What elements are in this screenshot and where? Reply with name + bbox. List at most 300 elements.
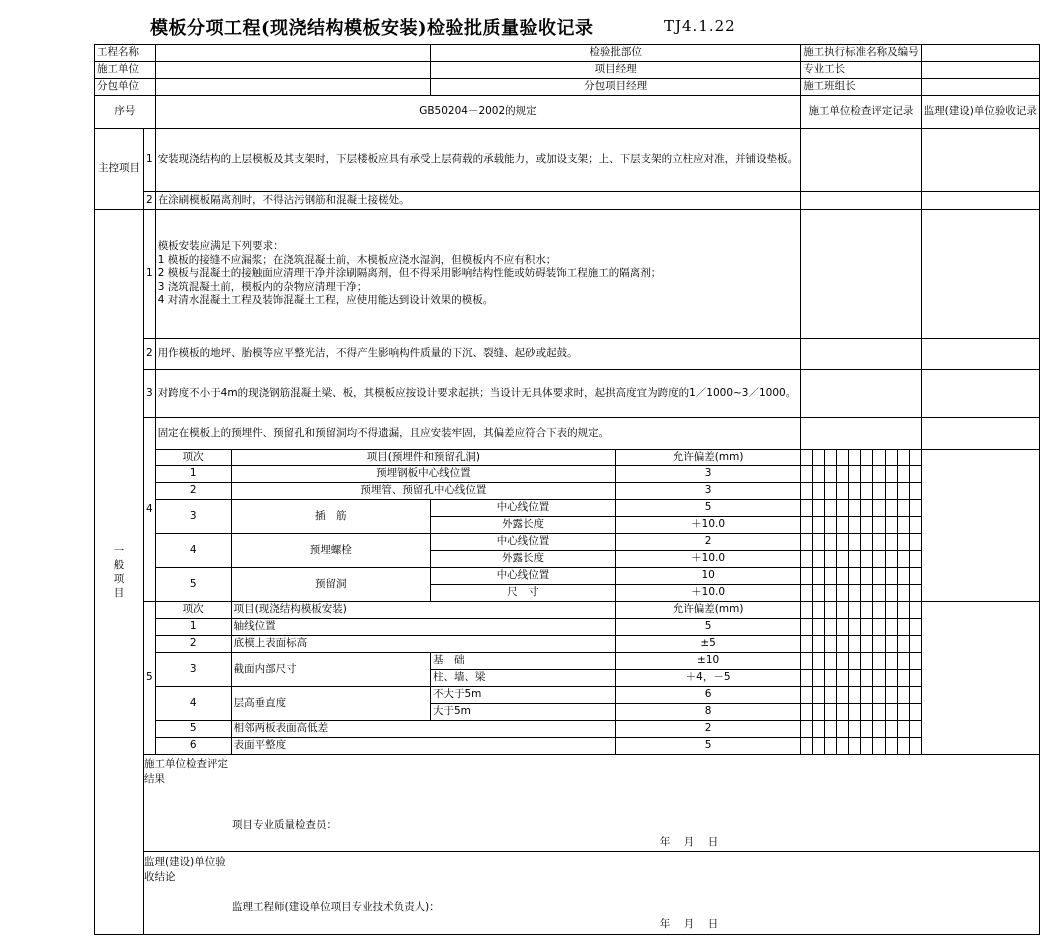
check-grid-cell[interactable] [909,466,921,483]
check-grid-cell[interactable] [897,500,909,517]
form-row [95,466,1040,483]
check-grid-cell[interactable] [813,636,825,653]
sub-seq: 2 [155,636,231,653]
check-grid-cell[interactable] [849,636,861,653]
check-grid-cell[interactable] [873,602,885,619]
tolerance-value: ±5 [616,636,801,653]
check-grid-cell[interactable] [837,466,849,483]
check-grid-cell[interactable] [909,738,921,755]
check-grid-cell[interactable] [873,687,885,704]
check-grid-cell[interactable] [897,704,909,721]
sub-seq: 4 [155,687,231,721]
supervision-record[interactable] [921,129,1039,192]
check-grid-cell[interactable] [813,483,825,500]
check-grid-cell[interactable] [801,670,813,687]
check-grid-cell[interactable] [825,704,837,721]
year-label: 年 [659,918,671,930]
check-grid-cell[interactable] [813,466,825,483]
foreman-value[interactable] [921,62,1039,79]
t5-head-item: 项目(现浇结构模板安装) [231,602,615,619]
main-item-1-text: 安装现浇结构的上层模板及其支架时，下层楼板应具有承受上层荷载的承载能力，或加设支架；上、下层支架的立柱应对准，并铺设垫板。 [155,129,801,192]
label-standard: 施工执行标准名称及编号 [801,45,922,62]
check-grid-cell[interactable] [837,619,849,636]
general-label-char: 一 [113,544,125,557]
check-grid-cell[interactable] [885,517,897,534]
label-foreman: 专业工长 [801,62,922,79]
tolerance-value: 6 [616,687,801,704]
check-grid-cell[interactable] [909,653,921,670]
check-grid-cell[interactable] [885,585,897,602]
check-grid-cell[interactable] [801,585,813,602]
check-grid-cell[interactable] [837,636,849,653]
check-grid-cell[interactable] [837,517,849,534]
requirement-line: 4 对清水混凝土工程及装饰混凝土工程，应使用能达到设计效果的模板。 [157,294,494,307]
check-grid-cell[interactable] [909,585,921,602]
check-grid-cell[interactable] [873,534,885,551]
check-grid-cell[interactable] [813,551,825,568]
check-record[interactable] [801,210,922,339]
check-grid-cell[interactable] [909,517,921,534]
check-grid-cell[interactable] [897,534,909,551]
check-grid-cell[interactable] [897,466,909,483]
form-title: 模板分项工程(现浇结构模板安装)检验批质量验收记录 [150,18,594,39]
check-grid-cell[interactable] [837,704,849,721]
check-grid-cell[interactable] [837,450,849,466]
item-number: 2 [144,339,156,370]
check-grid-cell[interactable] [837,585,849,602]
label-subcontract-manager: 分包项目经理 [430,79,800,96]
check-grid-cell[interactable] [885,534,897,551]
sub-subitem: 中心线位置 [430,500,615,517]
check-grid-cell[interactable] [897,619,909,636]
check-grid-cell[interactable] [801,738,813,755]
check-grid-cell[interactable] [825,619,837,636]
sub-seq: 2 [155,483,231,500]
check-record[interactable] [801,339,922,370]
check-grid-cell[interactable] [861,551,873,568]
sub-seq: 4 [155,534,231,568]
sub-subitem: 外露长度 [430,551,615,568]
check-grid-cell[interactable] [825,721,837,738]
check-grid-cell[interactable] [909,568,921,585]
form-row [95,339,1040,370]
supervision-conclusion-label: 监理(建设)单位验收结论 [144,856,226,883]
check-grid-cell[interactable] [825,500,837,517]
check-grid-cell[interactable] [873,517,885,534]
check-grid-cell[interactable] [861,585,873,602]
form-row [95,721,1040,738]
check-grid-cell[interactable] [909,602,921,619]
form-row [95,636,1040,653]
check-grid-cell[interactable] [849,500,861,517]
check-grid-cell[interactable] [873,670,885,687]
check-grid-cell[interactable] [813,670,825,687]
check-grid-cell[interactable] [861,704,873,721]
check-result-section [144,755,1040,852]
form-row [95,62,1040,79]
check-grid-cell[interactable] [885,466,897,483]
check-grid-cell[interactable] [825,738,837,755]
check-grid-cell[interactable] [885,483,897,500]
supervision-record[interactable] [921,370,1039,418]
check-grid-cell[interactable] [813,619,825,636]
check-grid-cell[interactable] [897,653,909,670]
t4-head-tol: 允许偏差(mm) [616,450,801,466]
form-row [95,96,1040,129]
check-grid-cell[interactable] [873,466,885,483]
check-grid-cell[interactable] [825,534,837,551]
check-grid-cell[interactable] [813,653,825,670]
general-label [95,210,144,935]
check-grid-cell[interactable] [813,602,825,619]
requirement-line: 1 模板的接缝不应漏浆；在浇筑混凝土前，木模板应浇水湿润，但模板内不应有积水； [157,253,557,266]
check-grid-cell[interactable] [825,517,837,534]
month-label: 月 [683,836,695,848]
check-grid-cell[interactable] [801,653,813,670]
check-grid-cell[interactable] [861,466,873,483]
check-grid-cell[interactable] [825,636,837,653]
check-grid-cell[interactable] [801,450,813,466]
year-label: 年 [659,836,671,848]
supervision-record[interactable] [921,450,1039,602]
form-row [95,418,1040,450]
check-grid-cell[interactable] [801,721,813,738]
check-grid-cell[interactable] [897,450,909,466]
tolerance-value: 3 [616,466,801,483]
check-grid-cell[interactable] [909,483,921,500]
check-grid-cell[interactable] [897,670,909,687]
check-grid-cell[interactable] [861,721,873,738]
sub-item: 预留洞 [231,568,430,602]
check-grid-cell[interactable] [861,738,873,755]
check-grid-cell[interactable] [849,534,861,551]
general-item-1-text [155,210,801,339]
check-grid-cell[interactable] [801,534,813,551]
check-grid-cell[interactable] [825,466,837,483]
check-grid-cell[interactable] [909,636,921,653]
check-grid-cell[interactable] [837,721,849,738]
check-grid-cell[interactable] [825,602,837,619]
label-project-manager: 项目经理 [430,62,800,79]
check-grid-cell[interactable] [837,602,849,619]
check-grid-cell[interactable] [849,585,861,602]
sub-item: 预埋钢板中心线位置 [231,466,615,483]
check-grid-cell[interactable] [813,568,825,585]
check-grid-cell[interactable] [909,500,921,517]
form-row [95,370,1040,418]
check-grid-cell[interactable] [825,585,837,602]
check-grid-cell[interactable] [873,738,885,755]
supervision-record[interactable] [921,339,1039,370]
check-grid-cell[interactable] [861,670,873,687]
check-grid-cell[interactable] [873,551,885,568]
label-batch-part: 检验批部位 [430,45,800,62]
form-row [95,450,1040,466]
check-grid-cell[interactable] [825,568,837,585]
check-grid-cell[interactable] [885,636,897,653]
check-grid-cell[interactable] [849,738,861,755]
t5-head-seq: 项次 [155,602,231,619]
check-grid-cell[interactable] [849,602,861,619]
form-row [95,687,1040,704]
check-grid-cell[interactable] [897,483,909,500]
check-grid-cell[interactable] [897,551,909,568]
supervision-record[interactable] [921,192,1039,210]
team-leader-value[interactable] [921,79,1039,96]
general-item-4-text: 固定在模板上的预埋件、预留孔和预留洞均不得遗漏，且应安装牢固，其偏差应符合下表的规定。 [155,418,801,450]
form-row [95,129,1040,192]
form-row [95,852,1040,935]
check-grid-cell[interactable] [849,619,861,636]
check-grid-cell[interactable] [849,517,861,534]
check-grid-cell[interactable] [909,687,921,704]
check-grid-cell[interactable] [873,619,885,636]
check-grid-cell[interactable] [885,670,897,687]
subcontract-unit-value[interactable] [155,79,430,96]
requirement-line: 2 模板与混凝土的接触面应清理干净并涂刷隔离剂，但不得采用影响结构性能或妨碍装饰工程施工的隔离剂； [157,267,662,280]
check-grid-cell[interactable] [801,687,813,704]
check-grid-cell[interactable] [861,619,873,636]
column-seq: 序号 [95,96,156,129]
check-grid-cell[interactable] [873,568,885,585]
general-label-char: 目 [113,587,125,600]
form-row [95,192,1040,210]
check-grid-cell[interactable] [885,704,897,721]
inspector-signature-label: 项目专业质量检查员： [232,819,337,831]
check-grid-cell[interactable] [885,653,897,670]
check-grid-cell[interactable] [885,738,897,755]
sub-item: 相邻两板表面高低差 [231,721,615,738]
check-grid-cell[interactable] [897,517,909,534]
check-grid-cell[interactable] [813,704,825,721]
day-label: 日 [707,836,719,848]
check-grid-cell[interactable] [861,687,873,704]
form-row [95,619,1040,636]
check-grid-cell[interactable] [873,585,885,602]
check-grid-cell[interactable] [849,670,861,687]
check-grid-cell[interactable] [897,568,909,585]
tolerance-value: 3 [616,483,801,500]
check-grid-cell[interactable] [813,585,825,602]
check-grid-cell[interactable] [825,450,837,466]
check-grid-cell[interactable] [885,450,897,466]
form-row [95,602,1040,619]
general-item-3-text: 对跨度不小于4m的现浇钢筋混凝土梁、板，其模板应按设计要求起拱；当设计无具体要求时，起拱高度宜为跨度的1／1000~3／1000。 [155,370,801,418]
check-grid-cell[interactable] [837,670,849,687]
check-record[interactable] [801,418,922,450]
check-grid-cell[interactable] [861,636,873,653]
sub-subitem: 大于5m [430,704,615,721]
check-grid-cell[interactable] [897,687,909,704]
check-grid-cell[interactable] [873,653,885,670]
sub-item: 插 筋 [231,500,430,534]
check-grid-cell[interactable] [825,687,837,704]
check-grid-cell[interactable] [885,568,897,585]
check-grid-cell[interactable] [873,721,885,738]
sub-subitem: 基 础 [430,653,615,670]
check-grid-cell[interactable] [813,450,825,466]
check-grid-cell[interactable] [885,551,897,568]
check-grid-cell[interactable] [849,721,861,738]
check-grid-cell[interactable] [909,534,921,551]
sub-item: 预埋螺栓 [231,534,430,568]
check-grid-cell[interactable] [885,500,897,517]
form-row [95,653,1040,670]
form-row [95,79,1040,96]
form-row [95,210,1040,339]
sub-seq: 3 [155,500,231,534]
check-grid-cell[interactable] [849,687,861,704]
check-grid-cell[interactable] [837,551,849,568]
label-team-leader: 施工班组长 [801,79,922,96]
sub-subitem: 尺 寸 [430,585,615,602]
check-grid-cell[interactable] [825,551,837,568]
check-grid-cell[interactable] [909,670,921,687]
label-construction-unit: 施工单位 [95,62,156,79]
check-grid-cell[interactable] [837,483,849,500]
check-grid-cell[interactable] [873,483,885,500]
tolerance-value: 5 [616,500,801,517]
check-grid-cell[interactable] [861,568,873,585]
check-grid-cell[interactable] [849,450,861,466]
check-grid-cell[interactable] [909,704,921,721]
item-number: 3 [144,370,156,418]
check-grid-cell[interactable] [849,704,861,721]
check-grid-cell[interactable] [897,602,909,619]
check-grid-cell[interactable] [873,450,885,466]
supervision-record[interactable] [921,210,1039,339]
main-control-label: 主控项目 [95,129,144,210]
item-number: 2 [144,192,156,210]
check-grid-cell[interactable] [837,687,849,704]
construction-unit-value[interactable] [155,62,430,79]
standard-value[interactable] [921,45,1039,62]
check-grid-cell[interactable] [897,721,909,738]
tolerance-value: ±10 [616,653,801,670]
check-grid-cell[interactable] [825,483,837,500]
column-check: 施工单位检查评定记录 [801,96,922,129]
sub-item: 底模上表面标高 [231,636,615,653]
check-grid-cell[interactable] [813,721,825,738]
check-result-label: 施工单位检查评定结果 [144,758,228,785]
check-grid-cell[interactable] [909,450,921,466]
check-grid-cell[interactable] [837,653,849,670]
form-row [95,500,1040,517]
check-grid-cell[interactable] [801,636,813,653]
date-row[interactable] [653,918,725,932]
check-grid-cell[interactable] [861,483,873,500]
check-grid-cell[interactable] [861,500,873,517]
check-grid-cell[interactable] [897,585,909,602]
check-grid-cell[interactable] [861,602,873,619]
sub-seq: 5 [155,721,231,738]
check-grid-cell[interactable] [825,653,837,670]
label-subcontract-unit: 分包单位 [95,79,156,96]
sub-seq: 3 [155,653,231,687]
sub-item: 轴线位置 [231,619,615,636]
check-grid-cell[interactable] [885,721,897,738]
form-row [95,483,1040,500]
check-grid-cell[interactable] [909,551,921,568]
check-record[interactable] [801,129,922,192]
check-grid-cell[interactable] [837,568,849,585]
check-grid-cell[interactable] [801,602,813,619]
check-grid-cell[interactable] [813,687,825,704]
check-grid-cell[interactable] [813,738,825,755]
check-grid-cell[interactable] [849,483,861,500]
check-grid-cell[interactable] [801,551,813,568]
check-grid-cell[interactable] [849,568,861,585]
check-grid-cell[interactable] [909,721,921,738]
sub-subitem: 不大于5m [430,687,615,704]
check-grid-cell[interactable] [849,551,861,568]
check-grid-cell[interactable] [873,636,885,653]
project-name-value[interactable] [155,45,430,62]
check-grid-cell[interactable] [849,466,861,483]
check-grid-cell[interactable] [837,534,849,551]
check-grid-cell[interactable] [861,450,873,466]
check-grid-cell[interactable] [885,687,897,704]
check-grid-cell[interactable] [801,568,813,585]
t5-head-tol: 允许偏差(mm) [616,602,801,619]
t4-head-seq: 项次 [155,450,231,466]
check-grid-cell[interactable] [885,602,897,619]
check-grid-cell[interactable] [837,500,849,517]
engineer-signature-label: 监理工程师(建设单位项目专业技术负责人)： [232,901,440,913]
check-grid-cell[interactable] [813,517,825,534]
main-item-2-text: 在涂刷模板隔离剂时，不得沾污钢筋和混凝土接槎处。 [155,192,801,210]
sub-item: 预埋管、预留孔中心线位置 [231,483,615,500]
check-grid-cell[interactable] [861,517,873,534]
check-grid-cell[interactable] [909,619,921,636]
check-grid-cell[interactable] [825,670,837,687]
check-grid-cell[interactable] [873,704,885,721]
item-number: 4 [144,418,156,602]
check-record[interactable] [801,192,922,210]
sub-seq: 5 [155,568,231,602]
tolerance-value: 2 [616,721,801,738]
tolerance-value: 10 [616,568,801,585]
check-grid-cell[interactable] [897,636,909,653]
check-grid-cell[interactable] [801,483,813,500]
check-grid-cell[interactable] [813,534,825,551]
supervision-record[interactable] [921,602,1039,755]
check-grid-cell[interactable] [885,619,897,636]
check-grid-cell[interactable] [801,619,813,636]
item-number: 1 [144,129,156,192]
check-grid-cell[interactable] [813,500,825,517]
date-row[interactable] [653,836,725,850]
check-grid-cell[interactable] [801,500,813,517]
check-grid-cell[interactable] [801,466,813,483]
form-body [95,45,1040,935]
tolerance-value: ＋10.0 [616,585,801,602]
check-grid-cell[interactable] [801,704,813,721]
check-grid-cell[interactable] [801,517,813,534]
general-item-2-text: 用作模板的地坪、胎模等应平整光洁，不得产生影响构件质量的下沉、裂缝、起砂或起鼓。 [155,339,801,370]
supervision-record[interactable] [921,418,1039,450]
month-label: 月 [683,918,695,930]
check-grid-cell[interactable] [861,534,873,551]
check-grid-cell[interactable] [837,738,849,755]
check-grid-cell[interactable] [897,738,909,755]
check-grid-cell[interactable] [873,500,885,517]
item-number: 5 [144,602,156,755]
check-grid-cell[interactable] [861,653,873,670]
check-grid-cell[interactable] [849,653,861,670]
form-row [95,738,1040,755]
check-record[interactable] [801,370,922,418]
